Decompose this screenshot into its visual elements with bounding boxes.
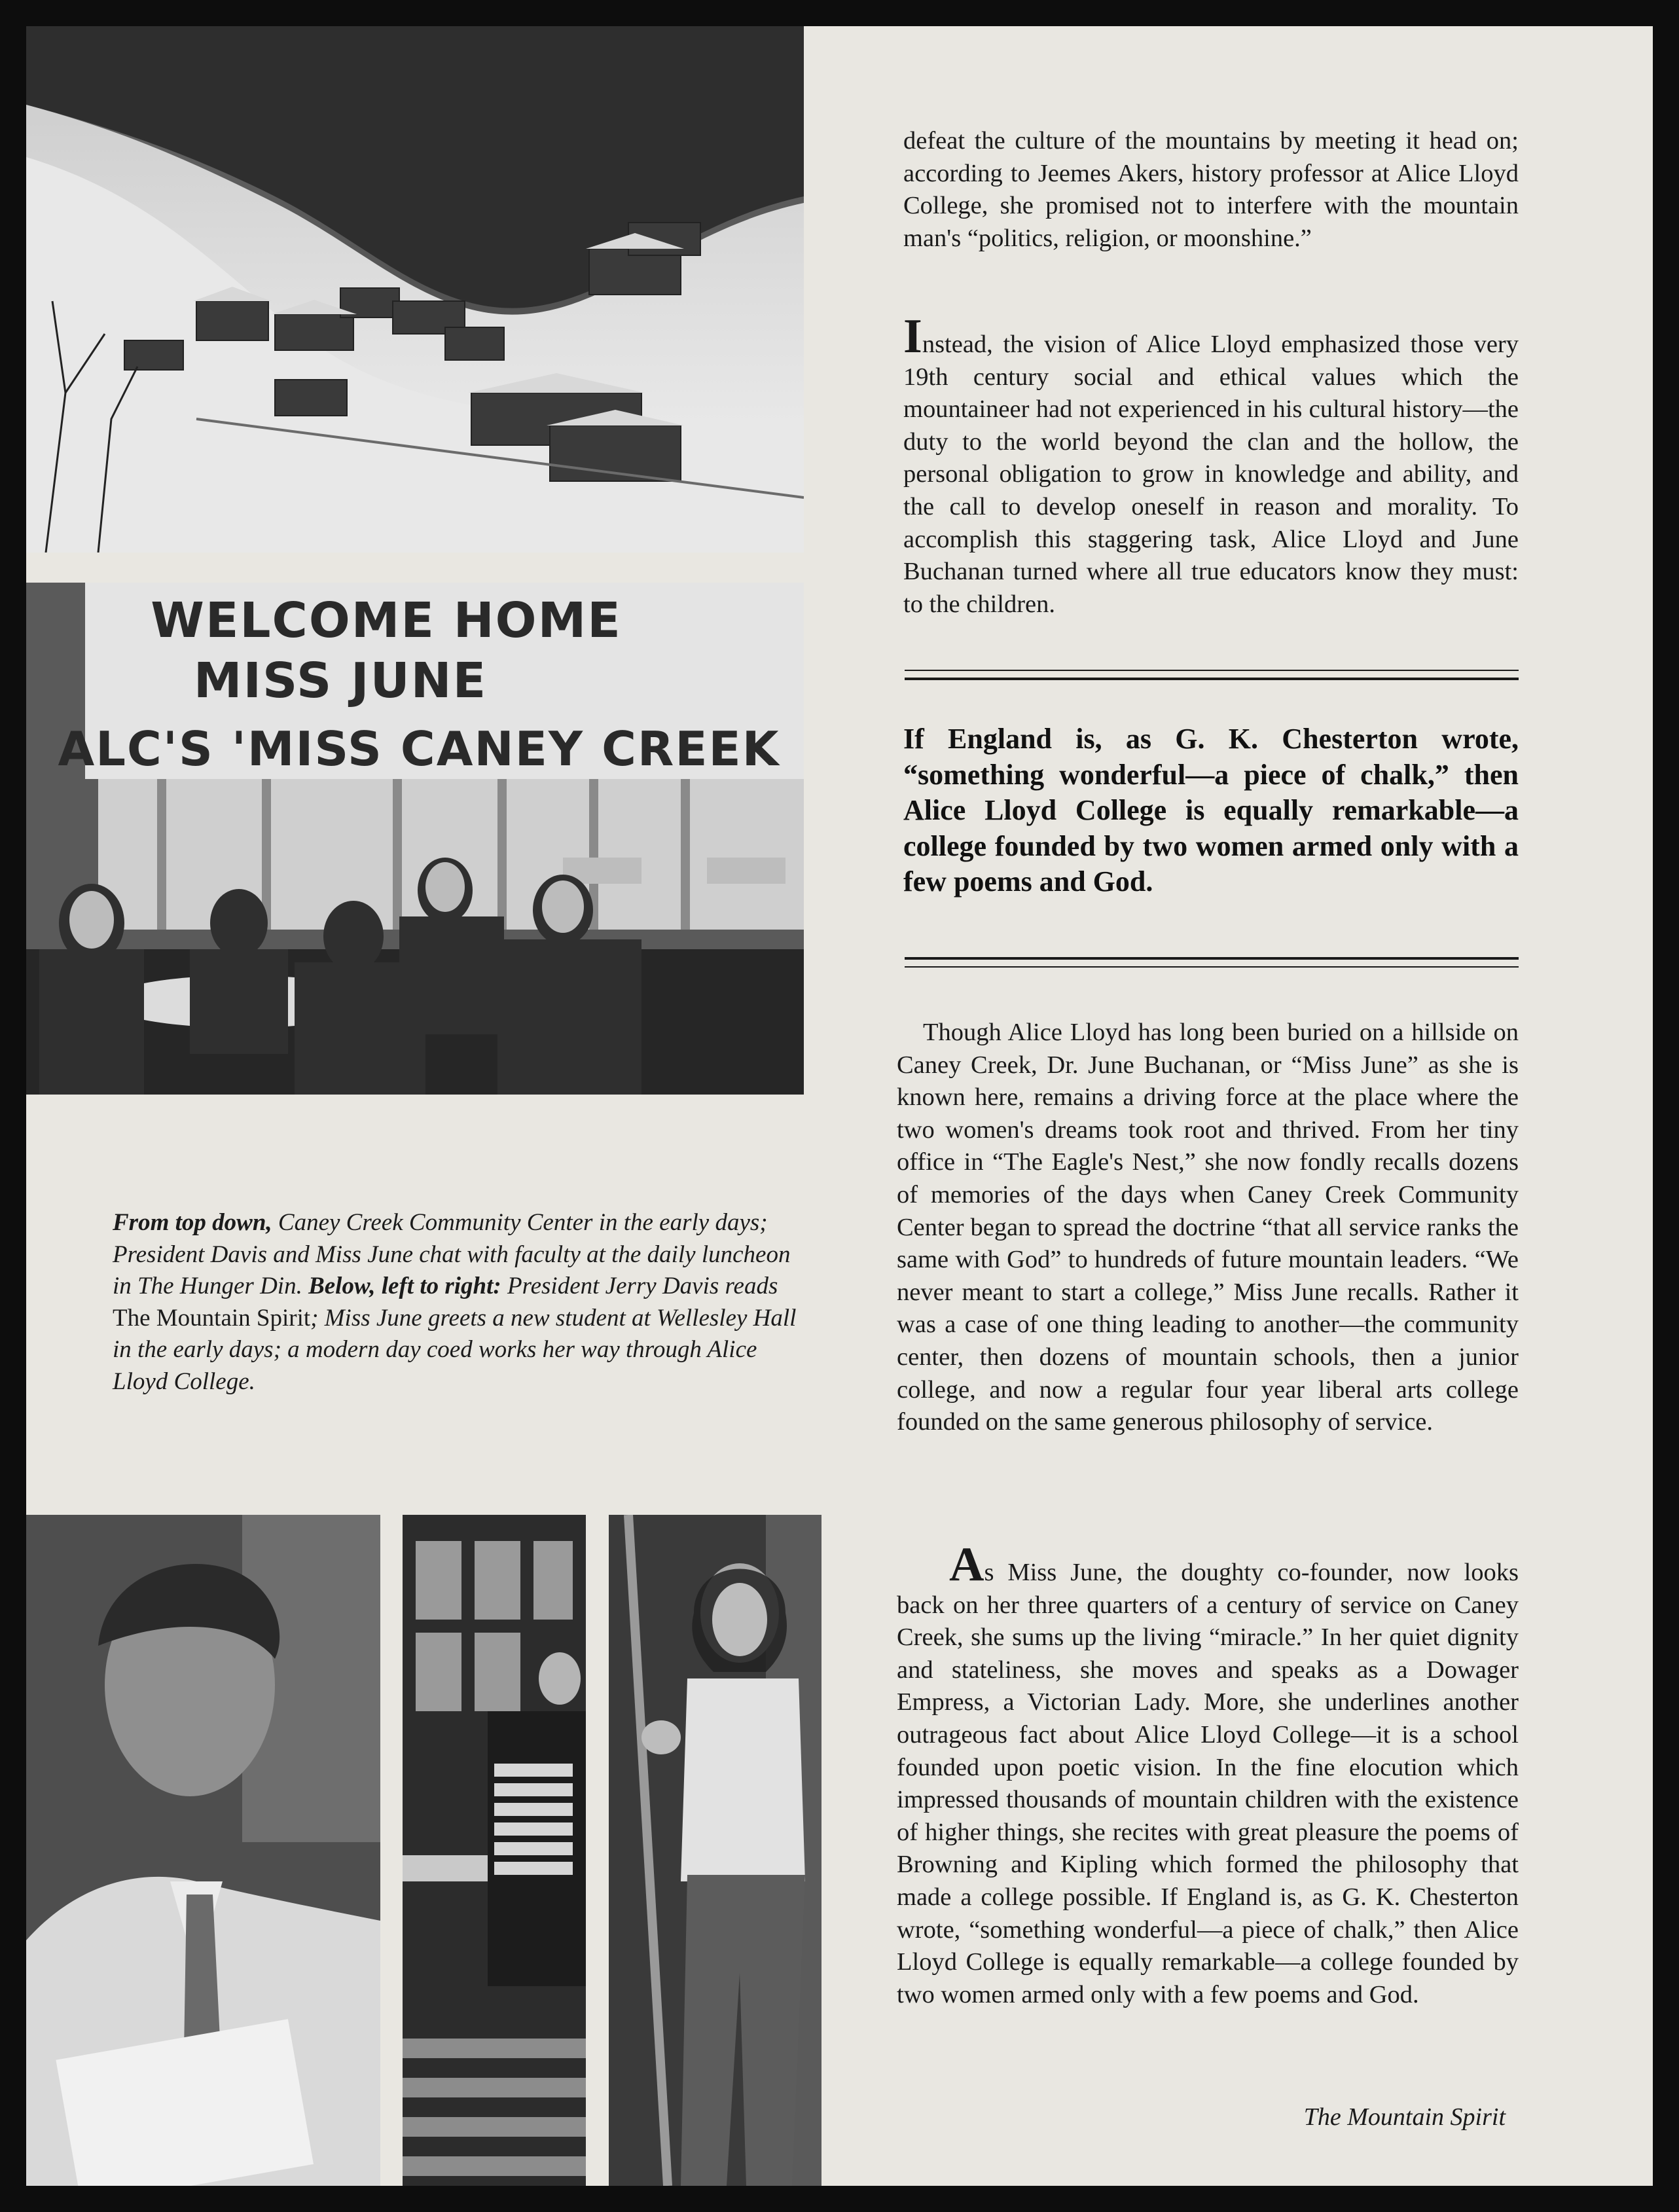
caption-text-2: President Jerry Davis reads [501, 1273, 778, 1299]
body-paragraph-2-text: nstead, the vision of Alice Lloyd emphasized those very 19th century social and ethical values which the mountaineer had not experienced in his cultural history—the duty to the world beyond the clan and the hollow, the personal obligation to grow in knowledge and ability, and the call to develop oneself in reason and morality. To accomplish this staggering task, Alice Lloyd and June Buchanan turned where all true educators know they must: to the children. [903, 331, 1519, 618]
photo-caption [113, 1207, 800, 1398]
caption-below-lead: Below, left to right: [308, 1273, 501, 1299]
drop-cap-i: I [903, 310, 922, 363]
pullquote-rule-top-1 [905, 670, 1519, 671]
body-paragraph-2 [903, 310, 1519, 621]
coed-working-photo [609, 1515, 821, 2186]
banner-line-2: MISS JUNE [193, 653, 488, 709]
drop-cap-a: A [949, 1538, 984, 1591]
welcome-banner [58, 583, 804, 779]
magazine-page [26, 26, 1653, 2186]
pullquote-rule-bottom-2 [905, 966, 1519, 968]
body-paragraph-1: defeat the culture of the mountains by meeting it head on; according to Jeemes Akers, history professor at Alice Lloyd College, she promised not to interfere with the mountain man's “politics, religion, or moonshine.” [903, 127, 1519, 252]
caption-publication-title: The Mountain Spirit [113, 1304, 311, 1332]
body-paragraph-4 [897, 1538, 1519, 2011]
body-paragraph-3: Though Alice Lloyd has long been buried on a hillside on Caney Creek, Dr. June Buchanan, or “Miss June” as she is known here, remains a driving force at the place where the two women's dreams took root and thrived. From her tiny office in “The Eagle's Nest,” she now fondly recalls dozens of memories of the days when Caney Creek Community Center began to spread the doctrine “that all service ranks the same with God” to hundreds of future mountain leaders. “We never meant to start a college,” Miss June recalls. Rather it was a case of one thing leading to another—the community center, then dozens of mountain schools, then a junior college, and now a regular four year liberal arts college founded on the same generous philosophy of service. [897, 1019, 1519, 1436]
student-carrying-books-photo [403, 1515, 586, 2186]
body-paragraph-4-text: s Miss June, the doughty co-founder, now looks back on her three quarters of a century of service on Caney Creek, she sums up the living “miracle.” In her quiet dignity and stateliness, she moves and speaks as a Dowager Empress, a Victorian Lady. More, she underlines another outrageous fact about Alice Lloyd College—it is a school founded upon poetic vision. In the fine elocution which impressed thousands of mountain children with the existence of higher things, she recites with great pleasure the poems of Browning and Kipling which formed the philosophy that made a college possible. If England is, as G. K. Chesterton wrote, “something wonderful—a piece of chalk,” then Alice Lloyd College is equally remarkable—a college founded by two women armed only with a few poems and God. [897, 1559, 1519, 2008]
luncheon-photo [26, 583, 804, 1095]
pullquote-rule-top-2 [905, 678, 1519, 680]
caption-lead: From top down, [113, 1209, 272, 1236]
banner-line-1: WELCOME HOME [151, 592, 622, 649]
publication-signoff: The Mountain Spirit [1303, 2103, 1506, 2131]
pull-quote: If England is, as G. K. Chesterton wrote, “something wonderful—a piece of chalk,” then Alice Lloyd College is equally remarkable—a college founded by two women armed only with a few poems and God. [903, 723, 1519, 897]
caney-creek-village-photo [26, 26, 804, 553]
president-reading-photo [26, 1515, 380, 2186]
caption-text-1: Caney Creek Community Center in the early days; President Davis and Miss June chat with faculty at the daily luncheon in The Hunger Din. [113, 1209, 791, 1299]
banner-line-3: ALC'S 'MISS CANEY CREEK [58, 721, 780, 776]
caption-text-3: ; Miss June greets a new student at Wellesley Hall in the early days; a modern day coed works her way through Alice Lloyd College. [113, 1304, 797, 1395]
pullquote-rule-bottom-1 [905, 957, 1519, 960]
